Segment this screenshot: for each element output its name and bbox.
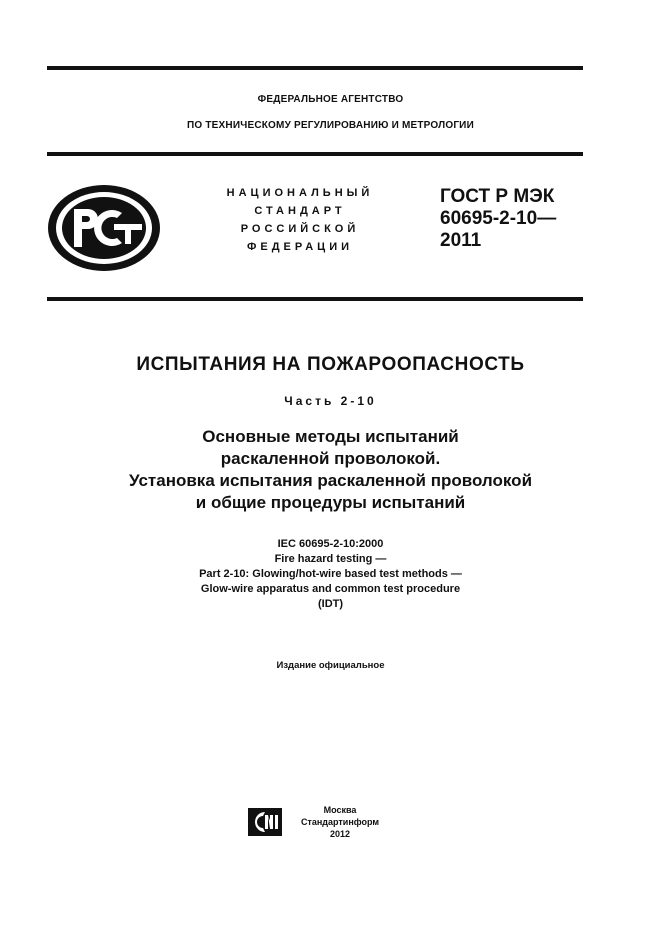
iec-line-4: Glow-wire apparatus and common test procedure [200, 583, 461, 595]
iec-line-2: Fire hazard testing — [274, 553, 387, 565]
iec-line-1: IEC 60695-2-10:2000 [277, 538, 384, 550]
designation-line-2: 60695-2-10— [440, 208, 557, 229]
publisher-city: Москва [323, 805, 357, 815]
iec-reference [0, 537, 661, 612]
standartinform-logo-icon [246, 806, 284, 843]
subtitle-line-4: и общие процедуры испытаний [195, 493, 466, 512]
national-line-1: НАЦИОНАЛЬНЫЙ [226, 187, 374, 199]
subtitle-line-2: раскаленной проволокой. [220, 449, 441, 468]
header-rule [47, 152, 583, 156]
subtitle-line-1: Основные методы испытаний [202, 427, 459, 446]
publisher-name: Стандартинформ [300, 817, 380, 827]
top-rule [47, 66, 583, 70]
iec-line-5: (IDT) [317, 598, 344, 610]
designation-line-3: 2011 [440, 230, 482, 251]
main-title: ИСПЫТАНИЯ НА ПОЖАРООПАСНОСТЬ [136, 354, 525, 375]
agency-line-1: ФЕДЕРАЛЬНОЕ АГЕНТСТВО [257, 94, 404, 105]
standard-designation [440, 186, 556, 252]
agency-line-2: ПО ТЕХНИЧЕСКОМУ РЕГУЛИРОВАНИЮ И МЕТРОЛОГИИ [187, 120, 474, 131]
iec-line-3: Part 2-10: Glowing/hot-wire based test methods — [199, 568, 462, 580]
national-line-4: ФЕДЕРАЦИИ [246, 241, 354, 253]
part-label: Часть 2-10 [284, 394, 377, 408]
national-line-2: СТАНДАРТ [254, 205, 346, 217]
publisher-year: 2012 [329, 829, 351, 839]
rst-emblem-icon [46, 183, 162, 278]
national-standard-label [200, 184, 400, 256]
subtitle [0, 426, 661, 514]
edition-label: Издание официальное [276, 660, 385, 671]
publisher-info [290, 804, 390, 840]
middle-rule [47, 297, 583, 301]
designation-line-1: ГОСТ Р МЭК [440, 186, 555, 207]
national-line-3: РОССИЙСКОЙ [240, 223, 360, 235]
subtitle-line-3: Установка испытания раскаленной проволокой [128, 471, 533, 490]
